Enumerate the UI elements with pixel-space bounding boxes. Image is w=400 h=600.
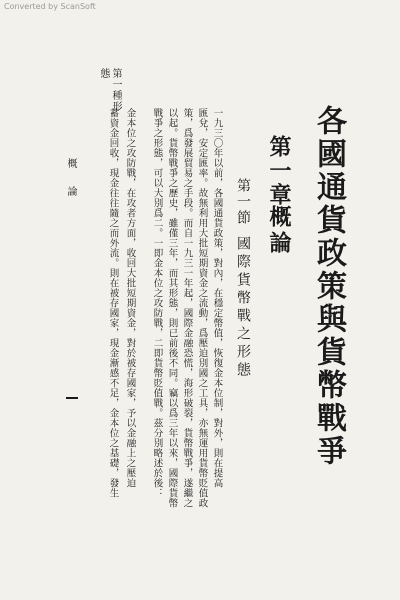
body-column-5: 戰爭之形態，可以大別爲二。一即金本位之攻防戰，二即貨幣貶值戰。茲分別略述於後： xyxy=(151,108,163,498)
running-head: 概論 xyxy=(65,158,76,214)
page-number xyxy=(66,397,78,399)
section-title: 國際貨幣戰之形態 xyxy=(235,236,251,380)
body-column-3: 策，爲發展貿易之手段。而自一九三一年起，國際金融恐慌，海形破裂，貨幣戰爭，遂繼之 xyxy=(181,108,193,508)
section-number: 第一節 xyxy=(235,178,251,226)
margin-heading: 第一種形 xyxy=(110,68,121,112)
chapter-title: 概論 xyxy=(266,205,292,257)
body-column-7: 蓄資金回收，現金往往隨之而外流。則在被存國家，現金漸感不足，金本位之基礎，發生 xyxy=(107,108,119,498)
body-column-4: 以起。貨幣戰爭之歷史，雖僅三年，而其形態，則已前後不同。竊以爲三年以來，國際貨幣 xyxy=(166,108,178,508)
body-column-2: 匯兌，安定匯率。故無利用大批短期資金之流動，爲壓迫別國之工具，亦無運用貨幣貶值政 xyxy=(196,108,208,508)
book-title: 各國通貨政策與貨幣戰爭 xyxy=(311,105,346,468)
scanner-watermark: Converted by ScanSoft xyxy=(4,2,96,11)
body-column-6: 金本位之攻防戰，在攻者方面，收回大批短期資金，對於被存國家，予以金融上之壓迫 xyxy=(124,108,136,488)
body-column-1: 一九三〇年以前，各國通貨政策，對內，在穩定幣值，恢復金本位制，對外，則在提高 xyxy=(211,108,223,488)
chapter-number: 第一章 xyxy=(266,135,292,207)
margin-heading-continued: 態 xyxy=(98,68,109,79)
